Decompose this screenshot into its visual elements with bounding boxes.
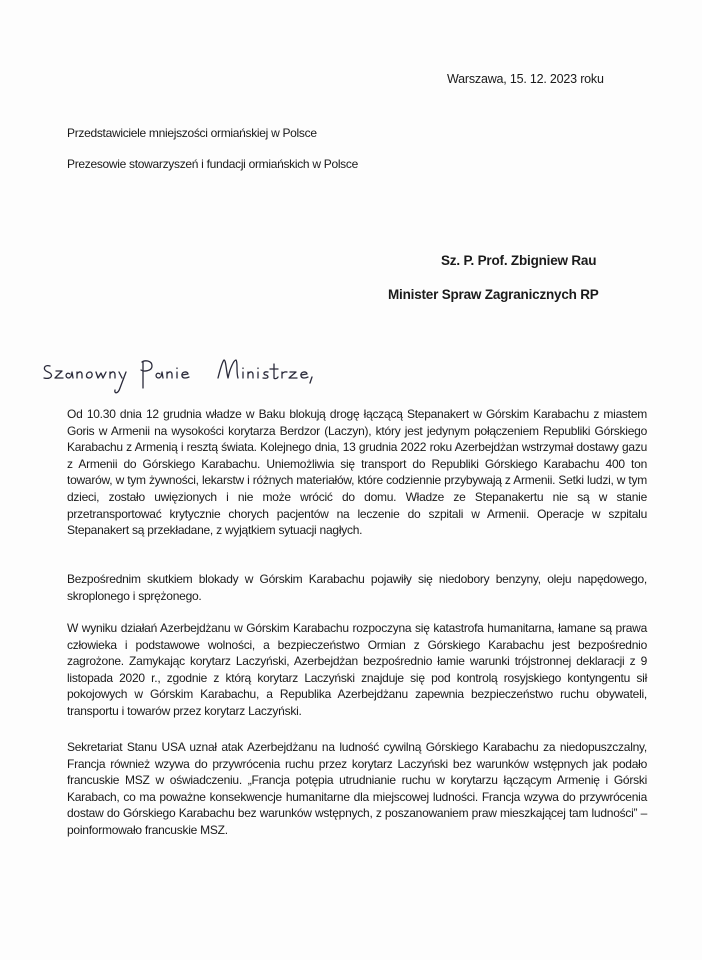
handwriting-image bbox=[40, 352, 340, 396]
addressee-name: Sz. P. Prof. Zbigniew Rau bbox=[441, 253, 597, 268]
place-and-date: Warszawa, 15. 12. 2023 roku bbox=[447, 72, 604, 86]
sender-line-2: Prezesowie stowarzyszeń i fundacji ormiańskich w Polsce bbox=[67, 157, 358, 171]
paragraph-1: Od 10.30 dnia 12 grudnia władze w Baku blokują drogę łączącą Stepanakert w Górskim Karabachu z miastem Goris w Armenii na wysokości korytarza Berdzor (Laczyn), który jest jedynym połączeniem Republiki Górskiego Karabachu z Armenią i resztą świata. Kolejnego dnia, 13 grudnia 2022 roku Azerbejdżan wstrzymał dostawy gazu z Armenii do Górskiego Karabachu. Uniemożliwia się transport do Republiki Górskiego Karabachu 400 ton towarów, w tym żywności, lekarstw i różnych materiałów, które codziennie przybywają z Armenii. Setki ludzi, w tym dzieci, zostało uwięzionych i nie może wrócić do domu. Władze ze Stepanakertu nie są w stanie przetransportować krytycznie chorych pacjentów na leczenie do szpitali w Armenii. Operacje w szpitalu Stepanakert są przekładane, z wyjątkiem sytuacji nagłych. bbox=[67, 407, 647, 538]
paragraph-2: Bezpośrednim skutkiem blokady w Górskim Karabachu pojawiły się niedobory benzyny, oleju napędowego, skroplonego i sprężonego. bbox=[67, 572, 647, 603]
handwritten-salutation bbox=[40, 352, 340, 396]
paragraph-3: W wyniku działań Azerbejdżanu w Górskim Karabachu rozpoczyna się katastrofa humanitarna, łamane są prawa człowieka i podstawowe wolności, a bezpieczeństwo Ormian z Górskiego Karabachu jest bezpośrednio zagrożone. Zamykając korytarz Laczyński, Azerbejdżan bezpośrednio łamie warunki trójstronnej deklaracji z 9 listopada 2020 r., zgodnie z którą korytarz Laczyński znajduje się pod kontrolą rosyjskiego kontyngentu sił pokojowych w Górskim Karabachu, a Republika Azerbejdżanu zapewnia bezpieczeństwo ruchu obywateli, transportu i towarów przez korytarz Laczyński. bbox=[67, 621, 647, 718]
sender-line-1: Przedstawiciele mniejszości ormiańskiej w Polsce bbox=[67, 126, 317, 140]
addressee-title: Minister Spraw Zagranicznych RP bbox=[388, 287, 599, 302]
paragraph-4: Sekretariat Stanu USA uznał atak Azerbejdżanu na ludność cywilną Górskiego Karabachu za niedopuszczalny, Francja również wzywa do przywrócenia ruchu przez korytarz Laczyński bez warunków wstępnych jak podało francuskie MSZ w oświadczeniu. „Francja potępia utrudnianie ruchu w korytarzu łączącym Armenię i Górski Karabach, co ma poważne konsekwencje humanitarne dla miejscowej ludności. Francja wzywa do przywrócenia dostaw do Górskiego Karabachu bez warunków wstępnych, z poszanowaniem praw mieszkającej tam ludności” – poinformowało francuskie MSZ. bbox=[67, 740, 647, 837]
